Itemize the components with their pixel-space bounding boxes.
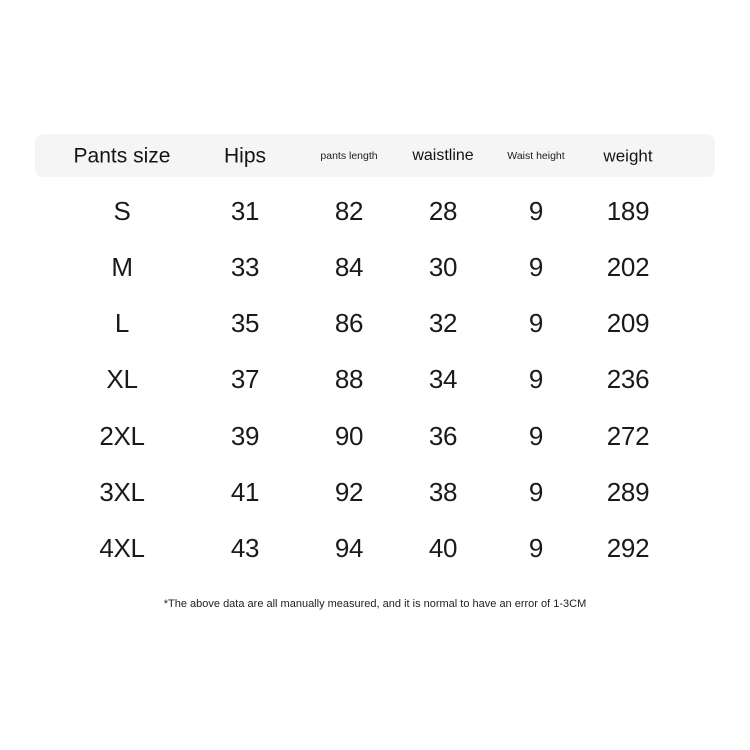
- header-cell-weight: weight: [603, 146, 653, 165]
- cell-waist-height: 9: [528, 421, 544, 451]
- cell-pants-length: 88: [334, 364, 364, 394]
- cell-size: S: [113, 196, 131, 226]
- table-row: [0, 295, 750, 351]
- cell-size: 3XL: [99, 477, 145, 507]
- cell-hips: 41: [230, 477, 260, 507]
- cell-waist-height: 9: [528, 196, 544, 226]
- cell-waistline: 34: [428, 364, 458, 394]
- cell-hips: 31: [230, 196, 260, 226]
- cell-hips: 37: [230, 364, 260, 394]
- cell-weight: 289: [606, 477, 650, 507]
- cell-weight: 236: [606, 364, 650, 394]
- cell-waist-height: 9: [528, 308, 544, 338]
- cell-size: L: [114, 308, 130, 338]
- cell-hips: 33: [230, 252, 260, 282]
- table-row: [0, 464, 750, 520]
- cell-hips: 35: [230, 308, 260, 338]
- table-row: [0, 239, 750, 295]
- cell-size: 2XL: [99, 421, 145, 451]
- cell-size: M: [111, 252, 133, 282]
- cell-waistline: 30: [428, 252, 458, 282]
- cell-waistline: 32: [428, 308, 458, 338]
- cell-weight: 209: [606, 308, 650, 338]
- table-row: [0, 408, 750, 464]
- table-row: [0, 351, 750, 407]
- cell-waistline: 28: [428, 196, 458, 226]
- cell-pants-length: 82: [334, 196, 364, 226]
- cell-waist-height: 9: [528, 364, 544, 394]
- cell-pants-length: 90: [334, 421, 364, 451]
- header-cell-waistline: waistline: [412, 146, 474, 164]
- header-cell-pants-length: pants length: [320, 149, 378, 162]
- cell-waist-height: 9: [528, 533, 544, 563]
- cell-waistline: 40: [428, 533, 458, 563]
- header-cell-pants-size: Pants size: [73, 144, 171, 167]
- cell-waistline: 38: [428, 477, 458, 507]
- cell-pants-length: 84: [334, 252, 364, 282]
- header-cell-waist-height: Waist height: [507, 149, 565, 162]
- cell-weight: 272: [606, 421, 650, 451]
- header-cell-hips: Hips: [223, 144, 267, 167]
- table-row: [0, 183, 750, 239]
- cell-size: 4XL: [99, 533, 145, 563]
- cell-waist-height: 9: [528, 252, 544, 282]
- cell-weight: 292: [606, 533, 650, 563]
- cell-hips: 39: [230, 421, 260, 451]
- cell-hips: 43: [230, 533, 260, 563]
- cell-size: XL: [106, 364, 138, 394]
- cell-waistline: 36: [428, 421, 458, 451]
- header-row: [0, 134, 750, 177]
- table-row: [0, 520, 750, 576]
- cell-pants-length: 94: [334, 533, 364, 563]
- cell-weight: 189: [606, 196, 650, 226]
- cell-waist-height: 9: [528, 477, 544, 507]
- measurement-disclaimer: *The above data are all manually measured, and it is normal to have an error of 1-3CM: [163, 598, 587, 610]
- cell-pants-length: 86: [334, 308, 364, 338]
- cell-weight: 202: [606, 252, 650, 282]
- cell-pants-length: 92: [334, 477, 364, 507]
